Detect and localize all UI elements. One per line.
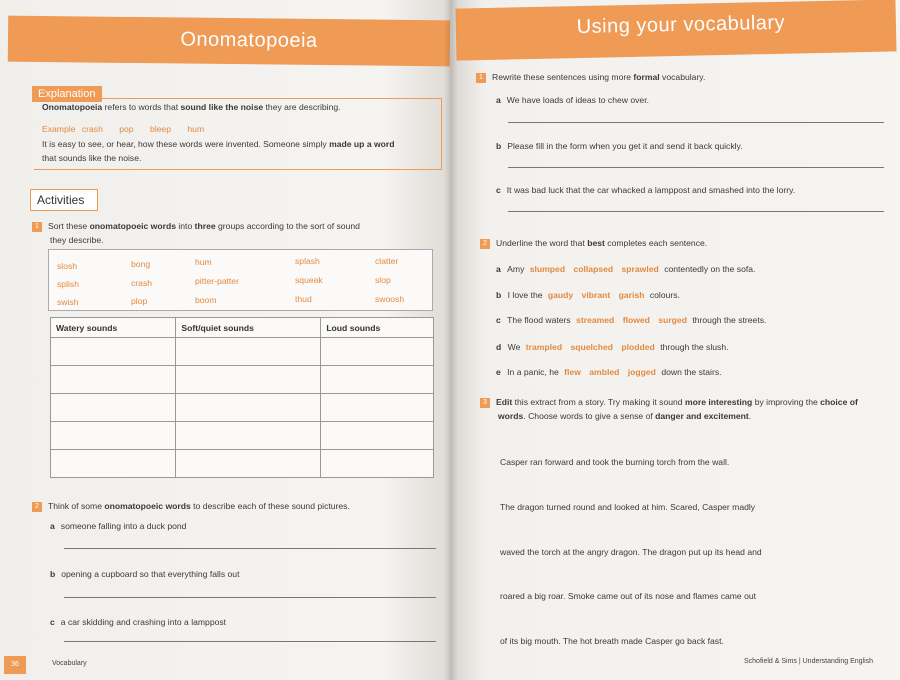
word-option[interactable]: collapsed — [573, 264, 614, 274]
table-cell[interactable] — [51, 394, 176, 422]
word-bank-item: thud — [295, 294, 312, 304]
example-word: hum — [187, 124, 205, 134]
q1-bold: three — [194, 221, 216, 231]
left-title-banner — [8, 16, 450, 67]
table-cell[interactable] — [321, 422, 434, 450]
left-page-title: Onomatopoeia — [180, 28, 318, 52]
item-text: It was bad luck that the car whacked a lamppost and smashed into the lorry. — [506, 185, 796, 195]
q2-item-b — [50, 568, 239, 580]
word-option[interactable]: garish — [618, 290, 645, 300]
story-line: The dragon turned round and looked at him. Scared, Casper madly — [500, 502, 756, 512]
table-cell[interactable] — [176, 366, 321, 394]
sentence-start: Amy — [507, 264, 525, 274]
word-option[interactable]: gaudy — [547, 290, 574, 300]
item-letter: b — [496, 290, 502, 300]
item-letter: a — [496, 95, 501, 105]
r-q1-item-b — [496, 140, 743, 152]
table-cell[interactable] — [176, 338, 321, 366]
item-letter: c — [496, 185, 501, 195]
sentence-start: In a panic, he — [507, 367, 559, 377]
item-text: a car skidding and crashing into a lamppost — [60, 617, 227, 627]
word-option[interactable]: surged — [658, 315, 687, 325]
item-letter: b — [496, 141, 502, 151]
r-q2-item-e — [496, 366, 722, 378]
explanation-line3: that sounds like the noise. — [42, 153, 142, 163]
table-cell[interactable] — [51, 422, 176, 450]
explanation-tag: Explanation — [32, 86, 102, 102]
item-text: someone falling into a duck pond — [60, 521, 187, 531]
word-option[interactable]: plodded — [621, 342, 655, 352]
table-cell[interactable] — [176, 450, 321, 478]
r-q1-number: 1 — [476, 73, 486, 83]
r-q2-text: Underline the word that — [496, 238, 588, 248]
header-watery: Watery sounds — [51, 318, 176, 338]
r-q1-instruction — [476, 71, 705, 83]
story-line: roared a big roar. Smoke came out of its nose and flames came out — [500, 591, 757, 601]
r-q2-text: completes each sentence. — [604, 238, 708, 248]
word-option[interactable]: flowed — [622, 315, 650, 325]
item-letter: c — [50, 617, 55, 627]
table-header-row — [51, 318, 434, 338]
table-cell[interactable] — [51, 338, 176, 366]
example-word: pop — [119, 124, 134, 134]
r-q3-bold: words — [498, 411, 524, 421]
r-q1-text: Rewrite these sentences using more — [492, 72, 634, 82]
answer-line[interactable] — [64, 641, 436, 642]
q2-bold: onomatopoeic words — [104, 501, 191, 511]
page-number: 36 — [4, 656, 26, 674]
word-option[interactable]: flew — [564, 367, 581, 377]
word-bank-item: crash — [131, 278, 153, 288]
table-cell[interactable] — [321, 366, 434, 394]
r-q3-bold: choice of — [820, 397, 858, 407]
q1-text: groups according to the sort of sound — [215, 221, 360, 231]
r-q2-instruction — [480, 237, 707, 249]
sentence-end: through the streets. — [692, 315, 767, 325]
word-bank-item: slosh — [57, 261, 78, 271]
item-letter: b — [50, 569, 56, 579]
q1-number: 1 — [32, 222, 42, 232]
header-soft-quiet: Soft/quiet sounds — [176, 318, 321, 338]
table-cell[interactable] — [176, 394, 321, 422]
q1-text: Sort these — [48, 221, 90, 231]
sentence-end: through the slush. — [660, 342, 729, 352]
table-cell[interactable] — [321, 450, 434, 478]
word-bank-item: plop — [131, 296, 148, 306]
r-q2-number: 2 — [480, 239, 490, 249]
example-word: crash — [81, 124, 103, 134]
explanation-text: refers to words that — [102, 102, 181, 112]
r-q3-bold: more interesting — [684, 397, 753, 407]
r-q3-text: . — [748, 411, 752, 421]
word-bank — [48, 249, 433, 311]
word-option[interactable]: vibrant — [581, 290, 611, 300]
item-letter: e — [496, 367, 501, 377]
activities-tag: Activities — [30, 189, 98, 211]
header-loud: Loud sounds — [321, 318, 434, 338]
r-q1-bold: formal — [633, 72, 660, 82]
sentence-end: colours. — [649, 290, 680, 300]
r-q1-item-a — [496, 94, 649, 106]
word-option[interactable]: sprawled — [621, 264, 659, 274]
q1-instruction-line2: they describe. — [50, 235, 104, 245]
word-bank-item: clatter — [375, 256, 399, 266]
r-q3-text: this extract from a story. Try making it sound — [512, 397, 685, 407]
word-option[interactable]: ambled — [589, 367, 620, 377]
sentence-end: contentedly on the sofa. — [664, 264, 756, 274]
r-q1-text: vocabulary. — [659, 72, 706, 82]
example-label: Example — [42, 124, 76, 134]
word-bank-item: swoosh — [375, 294, 405, 304]
r-q1-item-c — [496, 184, 795, 196]
answer-line[interactable] — [508, 167, 884, 168]
explanation-line1 — [42, 101, 341, 113]
r-q3-text: by improving the — [752, 397, 821, 407]
sentence-start: I love the — [507, 290, 543, 300]
r-q2-bold: best — [587, 238, 605, 248]
item-text: Please fill in the form when you get it and send it back quickly. — [507, 141, 743, 151]
table-row — [51, 366, 434, 394]
q2-text: to describe each of these sound pictures. — [190, 501, 350, 511]
explanation-bold: sound like the noise — [180, 102, 264, 112]
explanation-line2 — [42, 138, 395, 150]
explanation-bold: made up a word — [329, 139, 395, 149]
table-row — [51, 394, 434, 422]
item-letter: c — [496, 315, 501, 325]
r-q2-item-a — [496, 263, 755, 275]
word-option[interactable]: trampled — [525, 342, 563, 352]
q2-item-c — [50, 616, 226, 628]
r-q2-item-c — [496, 314, 766, 326]
answer-line[interactable] — [508, 211, 884, 212]
r-q3-instruction — [480, 396, 900, 408]
right-page-title: Using your vocabulary — [576, 11, 786, 39]
q2-instruction — [32, 500, 350, 512]
story-line: waved the torch at the angry dragon. The dragon put up its head and — [500, 547, 762, 557]
r-q2-item-b — [496, 289, 680, 301]
table-row — [51, 422, 434, 450]
table-cell[interactable] — [51, 366, 176, 394]
right-title-banner — [456, 0, 897, 61]
word-bank-item: boom — [195, 295, 217, 305]
item-text: We have loads of ideas to chew over. — [506, 95, 649, 105]
r-q3-instruction-line2 — [498, 410, 751, 422]
word-bank-item: hum — [195, 257, 212, 267]
word-option[interactable]: streamed — [576, 315, 615, 325]
explanation-text: It is easy to see, or hear, how these words were invented. Someone simply — [42, 139, 330, 149]
word-bank-item: swish — [57, 297, 79, 307]
r-q2-item-d — [496, 341, 729, 353]
word-bank-item: squeak — [295, 275, 323, 285]
word-bank-item: slop — [375, 275, 391, 285]
sentence-end: down the stairs. — [661, 367, 722, 377]
answer-line[interactable] — [508, 122, 884, 123]
r-q3-text: . Choose words to give a sense of — [523, 411, 656, 421]
word-bank-item: pitter-patter — [195, 276, 239, 286]
sentence-start: The flood waters — [507, 315, 571, 325]
sentence-start: We — [507, 342, 521, 352]
r-q3-number: 3 — [480, 398, 490, 408]
q2-item-a — [50, 520, 186, 532]
q1-text: into — [175, 221, 195, 231]
table-row — [51, 450, 434, 478]
example-line — [42, 123, 204, 135]
word-option[interactable]: jogged — [627, 367, 656, 377]
footer-label: Vocabulary — [52, 660, 87, 667]
right-page — [450, 0, 900, 680]
term-onomatopoeia: Onomatopoeia — [42, 102, 103, 112]
word-bank-item: splash — [295, 256, 320, 266]
item-letter: a — [50, 521, 55, 531]
q2-text: Think of some — [48, 501, 105, 511]
answer-line[interactable] — [64, 548, 436, 549]
book-gutter — [444, 0, 458, 680]
word-option[interactable]: squelched — [570, 342, 613, 352]
story-line: of its big mouth. The hot breath made Casper go back fast. — [500, 636, 724, 646]
answer-line[interactable] — [64, 597, 436, 598]
word-option[interactable]: slumped — [529, 264, 566, 274]
table-cell[interactable] — [176, 422, 321, 450]
word-bank-item: splish — [57, 279, 79, 289]
r-q3-bold: danger and excitement — [655, 411, 749, 421]
explanation-text: they are describing. — [263, 102, 341, 112]
table-cell[interactable] — [51, 450, 176, 478]
table-row — [51, 338, 434, 366]
item-letter: d — [496, 342, 502, 352]
word-bank-item: bong — [131, 259, 151, 269]
footer-publisher: Schofield & Sims | Understanding English — [744, 658, 874, 665]
item-text: opening a cupboard so that everything falls out — [61, 569, 240, 579]
q2-number: 2 — [32, 502, 42, 512]
table-cell[interactable] — [321, 394, 434, 422]
q1-instruction — [32, 220, 360, 232]
table-cell[interactable] — [321, 338, 434, 366]
q1-bold: onomatopoeic words — [89, 221, 176, 231]
item-letter: a — [496, 264, 501, 274]
sorting-table — [50, 317, 434, 478]
example-word: bleep — [149, 124, 171, 134]
story-line: Casper ran forward and took the burning torch from the wall. — [500, 457, 730, 467]
r-q3-bold: Edit — [496, 397, 513, 407]
